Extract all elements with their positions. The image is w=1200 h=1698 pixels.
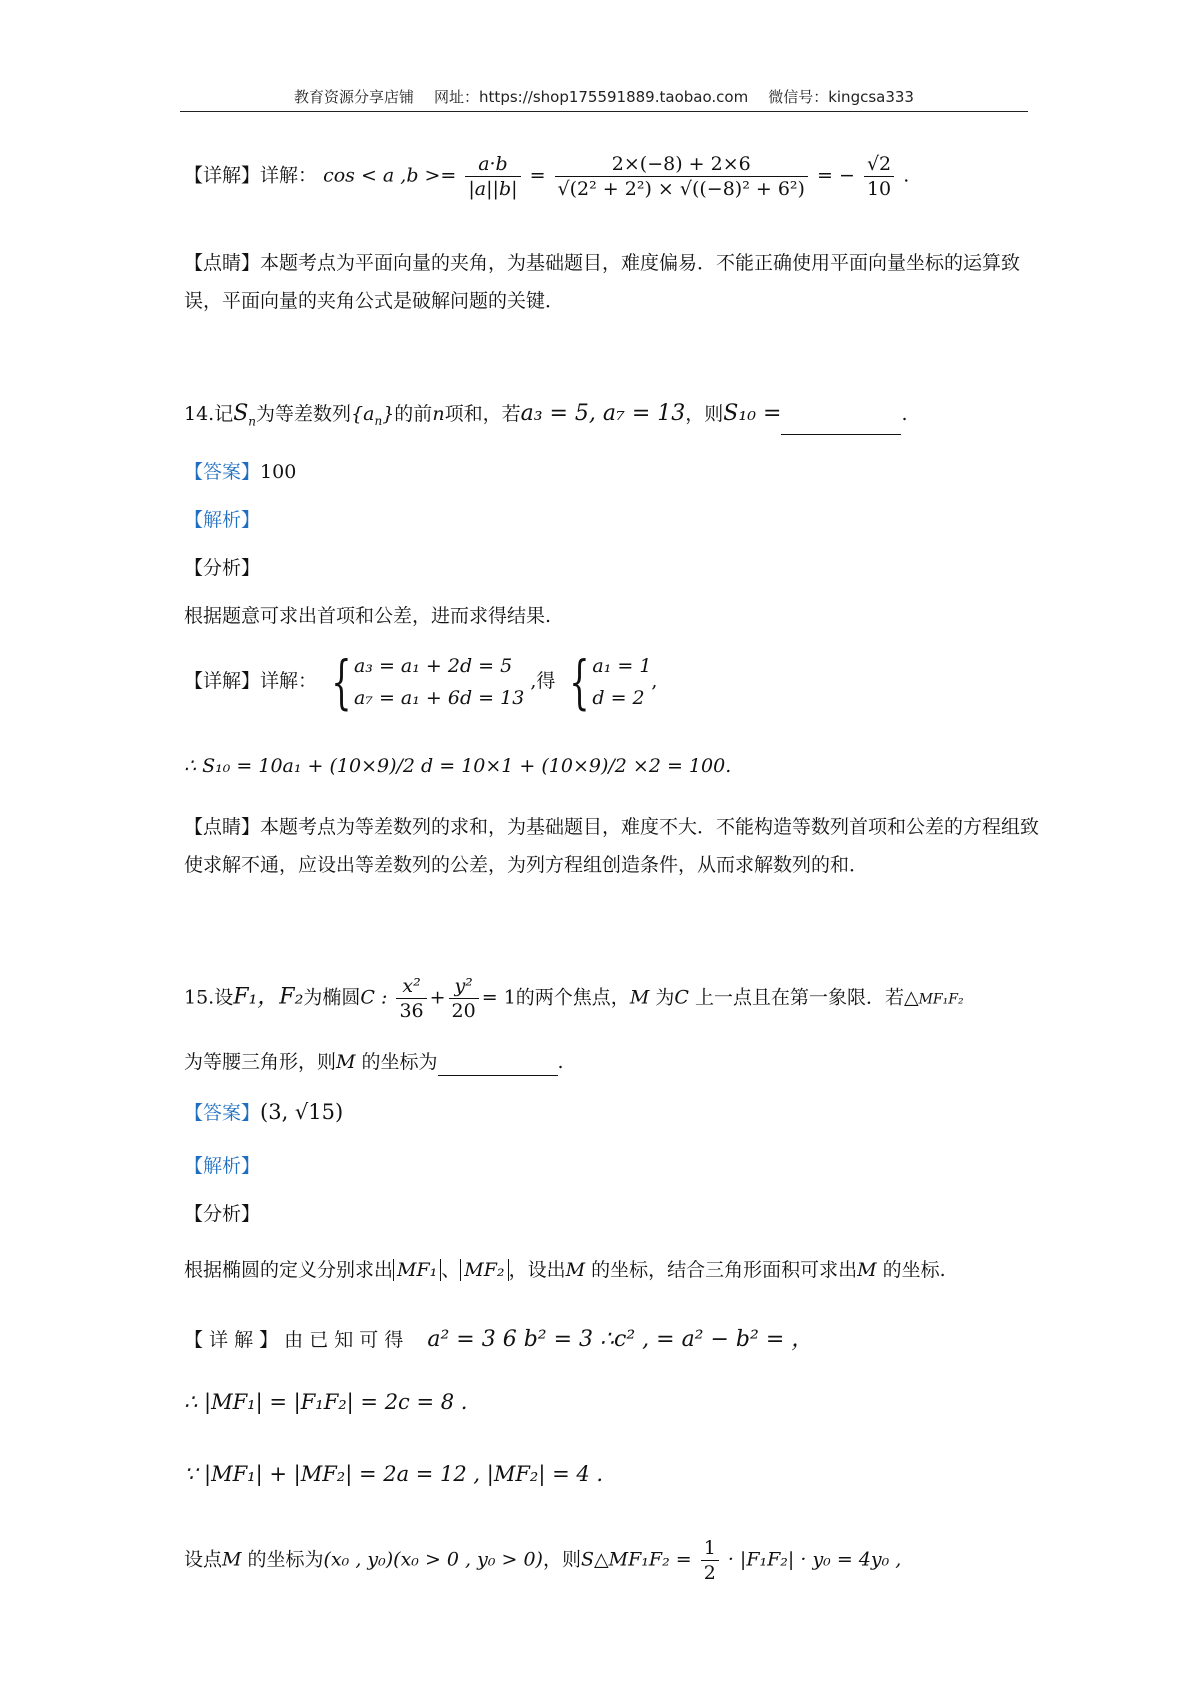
q15-ellipse-y — [449, 974, 479, 1023]
q15-last-line — [184, 1536, 901, 1585]
q15-ellipse-y-num: y² — [449, 974, 479, 999]
q13-cos-lhs: cos < a ,b >= — [323, 164, 457, 187]
q15-abs-mf1: MF₁ — [393, 1259, 441, 1281]
q14-stem-d: 项和，若 — [444, 403, 521, 425]
store-url[interactable]: https://shop175591889.taobao.com — [479, 88, 749, 106]
q14-res-row2: d = 2 — [592, 687, 645, 709]
q15-half-den: 2 — [703, 1562, 716, 1584]
page-header — [180, 86, 1028, 107]
q15-last-c: ，则 — [542, 1548, 581, 1571]
q15-fenxi-b: ，设出 — [508, 1259, 566, 1281]
q14-detail-tag: 【详解】 — [184, 670, 261, 692]
store-name: 教育资源分享店铺 — [294, 88, 415, 106]
q13-result-num: √2 — [864, 152, 894, 177]
q15-fenxi-c: 的坐标，结合三角形面积可求出 — [591, 1259, 858, 1281]
q15-last-area: S△MF₁F₂ = — [581, 1548, 692, 1571]
q15-half — [701, 1536, 719, 1585]
q15-m-3: M — [565, 1259, 586, 1281]
q15-stem-d: 的两个焦点， — [515, 986, 630, 1009]
q15-fenxi-tag: 【分析】 — [184, 1203, 261, 1225]
q14-result-system: { a₁ = 1 d = 2 — [569, 648, 652, 716]
q13-frac-values-den: √(2² + 2²) × √((−8)² + 6²) — [557, 178, 805, 200]
q15-ellipse-y-den: 20 — [451, 1000, 476, 1022]
q15-line-mf2: ∵ |MF₁| + |MF₂| = 2a = 12 , |MF₂| = 4 . — [184, 1462, 604, 1486]
q14-note — [184, 808, 1044, 884]
q15-c-label: C : — [360, 986, 388, 1009]
header-divider — [180, 111, 1028, 112]
q13-frac-ab-num: a·b — [465, 152, 520, 177]
q14-stem-c: 的前 — [394, 403, 433, 425]
q14-detail-prefix: 详解： — [260, 670, 318, 692]
url-label: 网址： — [434, 88, 480, 106]
q15-stem-line1: 15.设F₁，F₂为椭圆C : $\frac{\text{x²}}{36}$ + $\frac{\text{y²}}{20}$ = 1的两个焦点，M 为C 上一点且在第一象限．若△MF₁F₂ — [184, 975, 964, 1022]
q15-answer-line — [184, 1098, 343, 1127]
q14-detail-line: 【详解】详解： { a₃ = a₁ + 2d = 5 a₇ = a₁ + 6d = 13 ,得 { a₁ = 1 d = 2 , — [184, 648, 658, 716]
q15-abs-mf2: MF₂ — [460, 1259, 508, 1281]
q15-stem-line2-a: 为等腰三角形，则 — [184, 1051, 337, 1073]
q14-sn: $S_n$ — [233, 401, 257, 429]
q15-last-tail: · |F₁F₂| · y₀ = 4y₀ , — [727, 1548, 902, 1571]
q15-detail-line — [184, 1326, 813, 1354]
q15-line-mf1: ∴ |MF₁| = |F₁F₂| = 2c = 8 . — [184, 1390, 468, 1414]
q15-stem-line2: 为等腰三角形，则M 的坐标为 . — [184, 1048, 564, 1076]
q14-fenxi-text: 根据题意可求出首项和公差，进而求得结果. — [184, 605, 552, 627]
q14-condition: a₃ = 5, a₇ = 13 — [520, 401, 686, 426]
q13-note-text: 本题考点为平面向量的夹角，为基础题目，难度偏易．不能正确使用平面向量坐标的运算致误，平面向量的夹角公式是破解问题的关键． — [184, 252, 1021, 312]
q14-note-text: 本题考点为等差数列的求和，为基础题目，难度不大．不能构造等数列首项和公差的方程组致使求解不通，应设出等差数列的公差，为列方程组创造条件，从而求解数列的和． — [184, 816, 1040, 876]
q14-get: 得 — [536, 670, 556, 692]
q15-ellipse-x-den: 36 — [399, 1000, 424, 1022]
q15-detail-tag: 【 详 解 】 由 已 知 可 得 — [184, 1329, 404, 1351]
q15-answer-blank — [438, 1053, 558, 1076]
q15-half-num: 1 — [701, 1536, 719, 1561]
q13-frac-ab-den: |a||b| — [468, 178, 518, 200]
q13-result-den: 10 — [866, 178, 892, 200]
q13-frac-ab — [465, 152, 520, 201]
q15-last-b: 的坐标为 — [247, 1548, 324, 1571]
q14-ask: S₁₀ = — [723, 401, 782, 426]
q15-detail-math: a² = 3 6 b² = 3 ∴c² , = a² − b² = ， — [427, 1327, 814, 1352]
q13-note-tag: 【点睛】 — [184, 252, 261, 274]
q15-stem-a: 15.设 — [184, 986, 234, 1009]
q14-sys-row1: a₃ = a₁ + 2d = 5 — [353, 655, 513, 677]
q13-result — [864, 152, 894, 201]
q15-cc: C — [674, 986, 689, 1009]
q15-last-a: 设点 — [184, 1548, 223, 1571]
q14-sum-line: ∴ S₁₀ = 10a₁ + (10×9)/2 d = 10×1 + (10×9)/2 ×2 = 100. — [184, 755, 732, 777]
q15-stem-line2-b: 的坐标为 — [361, 1051, 438, 1073]
q15-fenxi-line — [184, 1256, 946, 1284]
q14-analysis-tag: 【解析】 — [184, 509, 261, 531]
q14-answer-tag: 【答案】 — [184, 461, 261, 483]
q14-system: { a₃ = a₁ + 2d = 5 a₇ = a₁ + 6d = 13 — [331, 648, 525, 716]
q15-foci: F₁，F₂ — [233, 984, 304, 1010]
q13-frac-values-num: 2×(−8) + 2×6 — [555, 152, 808, 177]
q15-answer: (3, √15) — [260, 1100, 344, 1124]
q15-fenxi-sep: 、 — [441, 1259, 461, 1281]
q14-fenxi-tag: 【分析】 — [184, 557, 261, 579]
q14-stem-a: 14.记 — [184, 403, 234, 425]
q14-answer-blank — [781, 412, 901, 435]
q15-analysis-tag: 【解析】 — [184, 1155, 261, 1177]
q15-m: M — [629, 986, 650, 1009]
q15-stem-f2: 上一点且在第一象限．若△ — [694, 986, 919, 1009]
q14-answer: 100 — [260, 461, 297, 483]
wechat-label: 微信号： — [768, 88, 829, 106]
q14-stem: 14.记$S_n$为等差数列$\{a_n\}$的前n项和，若a₃ = 5, a₇ = 13，则S₁₀ = . — [184, 400, 907, 435]
q15-last-coord: (x₀ , y₀)(x₀ > 0 , y₀ > 0) — [323, 1548, 543, 1571]
q14-note-tag: 【点睛】 — [184, 816, 261, 838]
q14-sys-row2: a₇ = a₁ + 6d = 13 — [353, 687, 525, 709]
q13-detail-prefix: 详解： — [260, 164, 318, 187]
q13-note — [184, 244, 1044, 320]
q15-fenxi-d: 的坐标. — [882, 1259, 946, 1281]
q15-fenxi-a: 根据椭圆的定义分别求出 — [184, 1259, 394, 1281]
q15-triangle: MF₁F₂ — [918, 991, 964, 1008]
q14-stem-e: ，则 — [685, 403, 724, 425]
q13-frac-values — [555, 152, 808, 201]
q14-answer-line — [184, 458, 296, 486]
q15-ellipse-x — [396, 974, 426, 1023]
q15-ellipse-eq: = 1 — [481, 986, 516, 1009]
q13-detail-tag: 【详解】 — [184, 164, 261, 187]
q13-detail-line: 【详解】详解： cos < a ,b >= $\frac{a\cdot b}{|a||b|}$ = $\frac{2\times(-8) + 2\times 6}{\text{√(2² + 2²) × √((−8)² + 6²)}}$ = − $\frac{√2}{10}$ . — [184, 153, 910, 200]
q14-stem-b: 为等差数列 — [256, 403, 352, 425]
q14-n: n — [432, 403, 445, 425]
q15-ellipse-x-num: x² — [396, 974, 426, 999]
q15-stem-b: 为椭圆 — [303, 986, 361, 1009]
wechat-id: kingcsa333 — [828, 88, 914, 106]
q15-answer-tag: 【答案】 — [184, 1102, 261, 1124]
q14-res-row1: a₁ = 1 — [592, 655, 652, 677]
q14-seq: $\{a_n\}$ — [351, 403, 395, 428]
q15-m-2: M — [336, 1051, 356, 1073]
q15-m-4: M — [857, 1259, 877, 1281]
q15-stem-e: 为 — [655, 986, 675, 1009]
q15-m-5: M — [222, 1548, 242, 1571]
